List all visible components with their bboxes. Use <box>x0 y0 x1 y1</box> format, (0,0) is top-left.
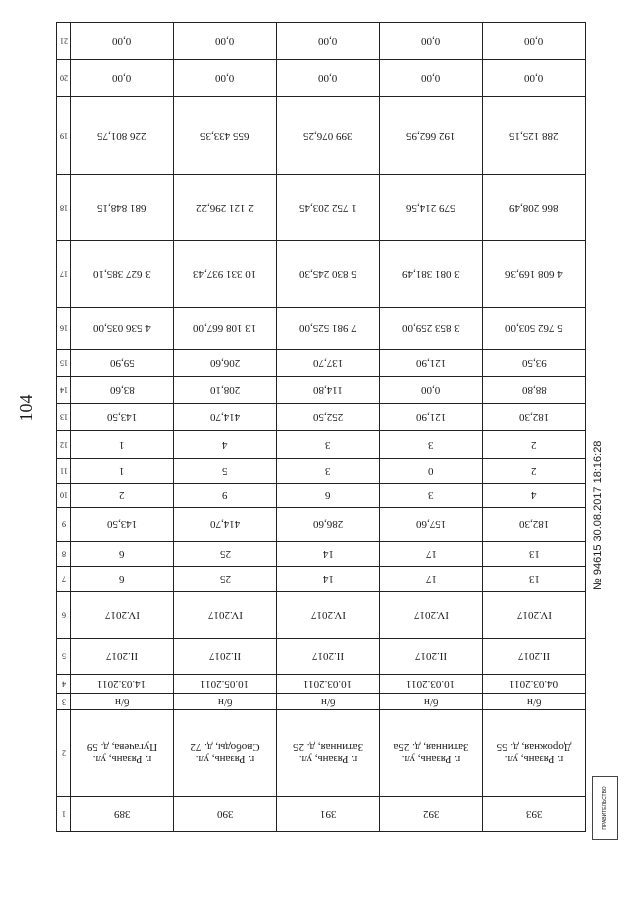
table-cell: 414,70 <box>174 404 277 431</box>
table-cell: 0,00 <box>71 23 174 60</box>
table-cell: 14 <box>277 542 380 567</box>
table-cell: IV.2017 <box>71 592 174 638</box>
column-header: 18 <box>57 174 71 240</box>
table-column-15 <box>57 349 586 376</box>
table-cell: 10.03.2011 <box>380 674 483 693</box>
column-header: 15 <box>57 349 71 376</box>
column-header: 13 <box>57 404 71 431</box>
table-cell: 3 627 385,10 <box>71 241 174 307</box>
table-cell: 389 <box>71 796 174 831</box>
column-header: 7 <box>57 567 71 592</box>
table-cell: 4 <box>483 483 586 507</box>
table-cell: 7 981 525,00 <box>277 307 380 349</box>
table-cell: 1 <box>71 431 174 458</box>
table-column-7 <box>57 567 586 592</box>
table-cell: 10.05.2011 <box>174 674 277 693</box>
column-header: 14 <box>57 377 71 404</box>
column-header: 12 <box>57 431 71 458</box>
table-cell: 4 536 035,00 <box>71 307 174 349</box>
table-cell: IV.2017 <box>380 592 483 638</box>
table-cell: 59,90 <box>71 349 174 376</box>
table-cell: 143,50 <box>71 507 174 541</box>
table-cell: 114,80 <box>277 377 380 404</box>
table-cell: II.2017 <box>277 638 380 674</box>
table-cell: г. Рязань, ул. Затинная, д. 25а <box>380 710 483 797</box>
table-cell: 3 853 259,00 <box>380 307 483 349</box>
table-cell: 6 <box>71 567 174 592</box>
column-header: 10 <box>57 483 71 507</box>
table-cell: 143,50 <box>71 404 174 431</box>
table-cell: г. Рязань, ул. Дорожная, д. 55 <box>483 710 586 797</box>
table-cell: 2 <box>71 483 174 507</box>
table-cell: б/н <box>174 693 277 709</box>
table-column-12 <box>57 431 586 458</box>
table-cell: б/н <box>277 693 380 709</box>
column-header: 4 <box>57 674 71 693</box>
table-cell: 0,00 <box>174 60 277 97</box>
table-cell: 5 830 245,30 <box>277 241 380 307</box>
table-cell: 182,30 <box>483 507 586 541</box>
table-column-19 <box>57 97 586 174</box>
table-cell: 0,00 <box>277 60 380 97</box>
table-cell: 192 662,95 <box>380 97 483 174</box>
table-column-1 <box>57 796 586 831</box>
table-cell: 286,60 <box>277 507 380 541</box>
table-cell: 1 752 203,45 <box>277 174 380 240</box>
table-cell: 681 848,15 <box>71 174 174 240</box>
table-cell: 2 <box>483 458 586 483</box>
table-cell: 14 <box>277 567 380 592</box>
table-cell: 3 <box>380 483 483 507</box>
stamp-label: ПРАВИТЕЛЬСТВО <box>602 786 608 830</box>
column-header: 9 <box>57 507 71 541</box>
table-cell: 17 <box>380 567 483 592</box>
table-cell: II.2017 <box>71 638 174 674</box>
table-column-6 <box>57 592 586 638</box>
registry-table <box>56 22 586 832</box>
table-cell: 3 <box>277 458 380 483</box>
registry-table-frame <box>56 22 586 832</box>
table-cell: 121,90 <box>380 404 483 431</box>
table-cell: 0,00 <box>71 60 174 97</box>
table-column-10 <box>57 483 586 507</box>
table-cell: 4 <box>174 431 277 458</box>
column-header: 5 <box>57 638 71 674</box>
table-cell: 25 <box>174 542 277 567</box>
table-cell: 0 <box>380 458 483 483</box>
table-cell: г. Рязань, ул. Пугачева, д. 59 <box>71 710 174 797</box>
table-column-14 <box>57 377 586 404</box>
table-cell: 182,30 <box>483 404 586 431</box>
table-cell: б/н <box>380 693 483 709</box>
registration-stamp-text: № 94615 30.08.2017 18:16:28 <box>592 440 604 590</box>
table-cell: г. Рязань, ул. Свободы, д. 72 <box>174 710 277 797</box>
table-cell: 88,80 <box>483 377 586 404</box>
table-cell: IV.2017 <box>174 592 277 638</box>
table-cell: II.2017 <box>483 638 586 674</box>
table-column-2 <box>57 710 586 797</box>
column-header: 3 <box>57 693 71 709</box>
table-cell: 10.03.2011 <box>277 674 380 693</box>
column-header: 17 <box>57 241 71 307</box>
table-cell: 04.03.2011 <box>483 674 586 693</box>
table-column-21 <box>57 23 586 60</box>
table-cell: 13 108 667,00 <box>174 307 277 349</box>
column-header: 2 <box>57 710 71 797</box>
table-cell: 5 <box>174 458 277 483</box>
table-column-5 <box>57 638 586 674</box>
table-cell: 14.03.2011 <box>71 674 174 693</box>
table-cell: 17 <box>380 542 483 567</box>
table-column-8 <box>57 542 586 567</box>
table-column-13 <box>57 404 586 431</box>
table-cell: 3 <box>277 431 380 458</box>
table-cell: 206,60 <box>174 349 277 376</box>
table-cell: 25 <box>174 567 277 592</box>
table-cell: 10 331 937,43 <box>174 241 277 307</box>
table-cell: 579 214,56 <box>380 174 483 240</box>
table-column-18 <box>57 174 586 240</box>
table-column-16 <box>57 307 586 349</box>
table-cell: 391 <box>277 796 380 831</box>
table-cell: 393 <box>483 796 586 831</box>
table-cell: 655 433,35 <box>174 97 277 174</box>
column-header: 8 <box>57 542 71 567</box>
table-cell: 13 <box>483 567 586 592</box>
table-cell: II.2017 <box>174 638 277 674</box>
table-cell: 226 801,75 <box>71 97 174 174</box>
table-cell: 414,70 <box>174 507 277 541</box>
table-cell: 6 <box>71 542 174 567</box>
table-cell: 1 <box>71 458 174 483</box>
table-column-20 <box>57 60 586 97</box>
table-cell: 157,60 <box>380 507 483 541</box>
table-cell: 3 <box>380 431 483 458</box>
table-cell: 866 208,49 <box>483 174 586 240</box>
table-cell: 0,00 <box>380 23 483 60</box>
column-header: 6 <box>57 592 71 638</box>
table-cell: 0,00 <box>174 23 277 60</box>
column-header: 19 <box>57 97 71 174</box>
column-header: 1 <box>57 796 71 831</box>
table-cell: 2 121 296,22 <box>174 174 277 240</box>
table-column-9 <box>57 507 586 541</box>
table-column-17 <box>57 241 586 307</box>
page-number: 104 <box>16 394 36 422</box>
table-cell: II.2017 <box>380 638 483 674</box>
table-cell: 288 125,15 <box>483 97 586 174</box>
table-cell: г. Рязань, ул. Затинная, д. 25 <box>277 710 380 797</box>
table-cell: 2 <box>483 431 586 458</box>
table-cell: 83,60 <box>71 377 174 404</box>
table-cell: 0,00 <box>380 60 483 97</box>
column-header: 16 <box>57 307 71 349</box>
table-column-4 <box>57 674 586 693</box>
column-header: 21 <box>57 23 71 60</box>
table-cell: 399 076,25 <box>277 97 380 174</box>
table-cell: 0,00 <box>483 60 586 97</box>
table-cell: IV.2017 <box>483 592 586 638</box>
table-cell: 392 <box>380 796 483 831</box>
table-cell: IV.2017 <box>277 592 380 638</box>
table-cell: 390 <box>174 796 277 831</box>
table-cell: 4 608 169,36 <box>483 241 586 307</box>
table-cell: 252,50 <box>277 404 380 431</box>
table-cell: б/н <box>71 693 174 709</box>
table-cell: 13 <box>483 542 586 567</box>
table-cell: б/н <box>483 693 586 709</box>
table-cell: 0,00 <box>483 23 586 60</box>
table-cell: 137,70 <box>277 349 380 376</box>
column-header: 20 <box>57 60 71 97</box>
table-cell: 93,50 <box>483 349 586 376</box>
table-cell: 0,00 <box>380 377 483 404</box>
table-cell: 3 081 381,49 <box>380 241 483 307</box>
table-column-11 <box>57 458 586 483</box>
table-cell: 6 <box>277 483 380 507</box>
official-stamp <box>592 776 618 840</box>
column-header: 11 <box>57 458 71 483</box>
table-cell: 9 <box>174 483 277 507</box>
table-cell: 5 762 503,00 <box>483 307 586 349</box>
table-cell: 0,00 <box>277 23 380 60</box>
table-column-3 <box>57 693 586 709</box>
table-cell: 208,10 <box>174 377 277 404</box>
table-cell: 121,90 <box>380 349 483 376</box>
